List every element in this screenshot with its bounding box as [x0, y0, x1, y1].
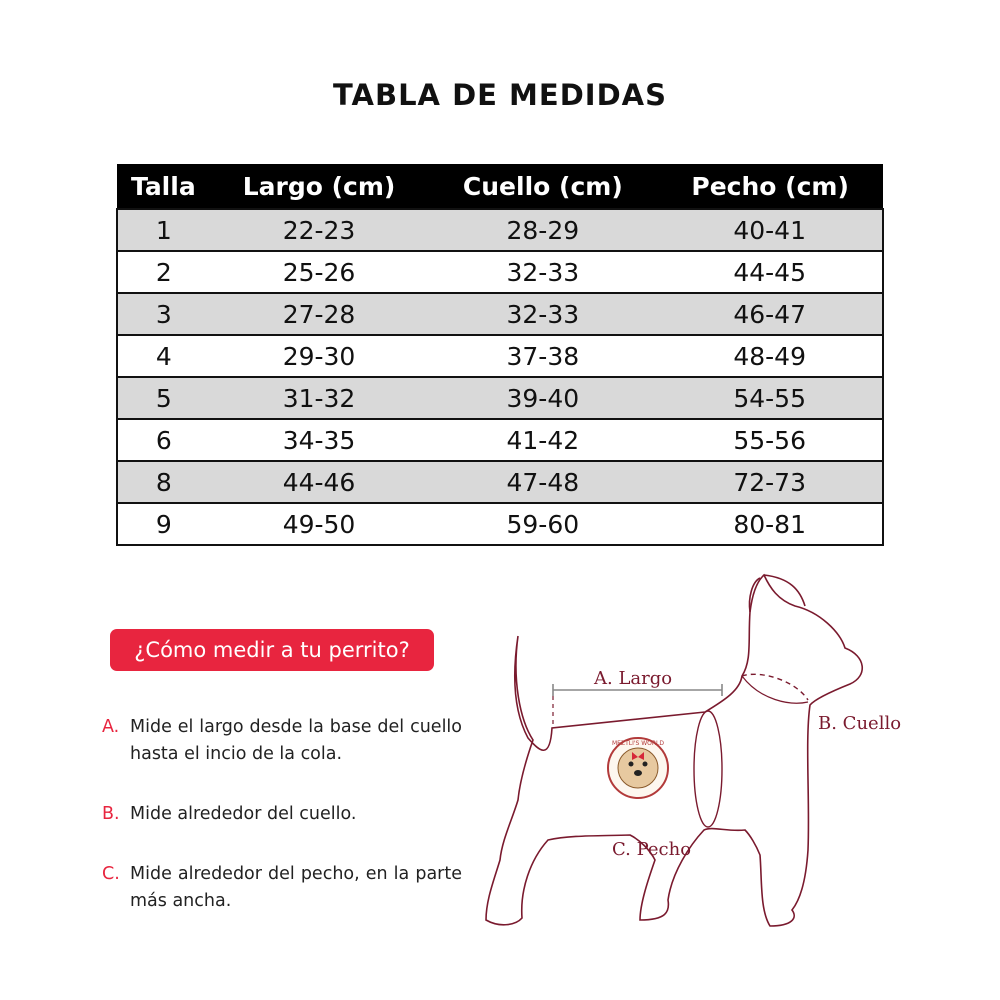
- col-header-cuello: Cuello (cm): [428, 164, 657, 209]
- cell-cuello: 59-60: [428, 503, 657, 545]
- step-letter: C.: [102, 864, 120, 884]
- cell-largo: 29-30: [210, 335, 429, 377]
- cell-largo: 25-26: [210, 251, 429, 293]
- cell-cuello: 32-33: [428, 293, 657, 335]
- cell-talla: 3: [117, 293, 210, 335]
- brand-logo: [608, 738, 668, 798]
- cell-talla: 9: [117, 503, 210, 545]
- page-title: TABLA DE MEDIDAS: [332, 78, 667, 112]
- cell-cuello: 28-29: [428, 209, 657, 251]
- neck-measure-line: [742, 676, 808, 703]
- cell-cuello: 39-40: [428, 377, 657, 419]
- cell-largo: 31-32: [210, 377, 429, 419]
- cell-pecho: 48-49: [657, 335, 883, 377]
- cell-pecho: 55-56: [657, 419, 883, 461]
- cell-cuello: 47-48: [428, 461, 657, 503]
- cell-talla: 8: [117, 461, 210, 503]
- col-header-pecho: Pecho (cm): [657, 164, 883, 209]
- cell-pecho: 46-47: [657, 293, 883, 335]
- step-text: Mide alrededor del cuello.: [130, 804, 357, 824]
- cell-pecho: 40-41: [657, 209, 883, 251]
- cell-largo: 27-28: [210, 293, 429, 335]
- cell-pecho: 44-45: [657, 251, 883, 293]
- dog-outline: [486, 575, 862, 926]
- how-to-measure-heading: ¿Cómo medir a tu perrito?: [110, 629, 434, 671]
- logo-text: MEZTLI'S WORLD: [611, 740, 665, 747]
- cell-cuello: 37-38: [428, 335, 657, 377]
- col-header-talla: Talla: [117, 164, 210, 209]
- chest-measure-ellipse: [694, 711, 722, 827]
- step-letter: A.: [102, 717, 120, 737]
- col-header-largo: Largo (cm): [210, 164, 429, 209]
- cell-pecho: 80-81: [657, 503, 883, 545]
- cell-talla: 6: [117, 419, 210, 461]
- label-cuello: B. Cuello: [818, 713, 902, 734]
- cell-talla: 4: [117, 335, 210, 377]
- label-pecho: C. Pecho: [612, 839, 692, 860]
- cell-cuello: 41-42: [428, 419, 657, 461]
- cell-largo: 44-46: [210, 461, 429, 503]
- step-text: Mide alrededor del pecho, en la parte más ancha.: [130, 864, 462, 911]
- cell-largo: 34-35: [210, 419, 429, 461]
- cell-largo: 22-23: [210, 209, 429, 251]
- label-largo: A. Largo: [594, 668, 673, 689]
- cell-largo: 49-50: [210, 503, 429, 545]
- cell-talla: 1: [117, 209, 210, 251]
- step-letter: B.: [102, 804, 120, 824]
- cell-talla: 5: [117, 377, 210, 419]
- cell-pecho: 54-55: [657, 377, 883, 419]
- cell-talla: 2: [117, 251, 210, 293]
- cell-pecho: 72-73: [657, 461, 883, 503]
- step-text: Mide el largo desde la base del cuello hasta el incio de la cola.: [130, 717, 462, 764]
- cell-cuello: 32-33: [428, 251, 657, 293]
